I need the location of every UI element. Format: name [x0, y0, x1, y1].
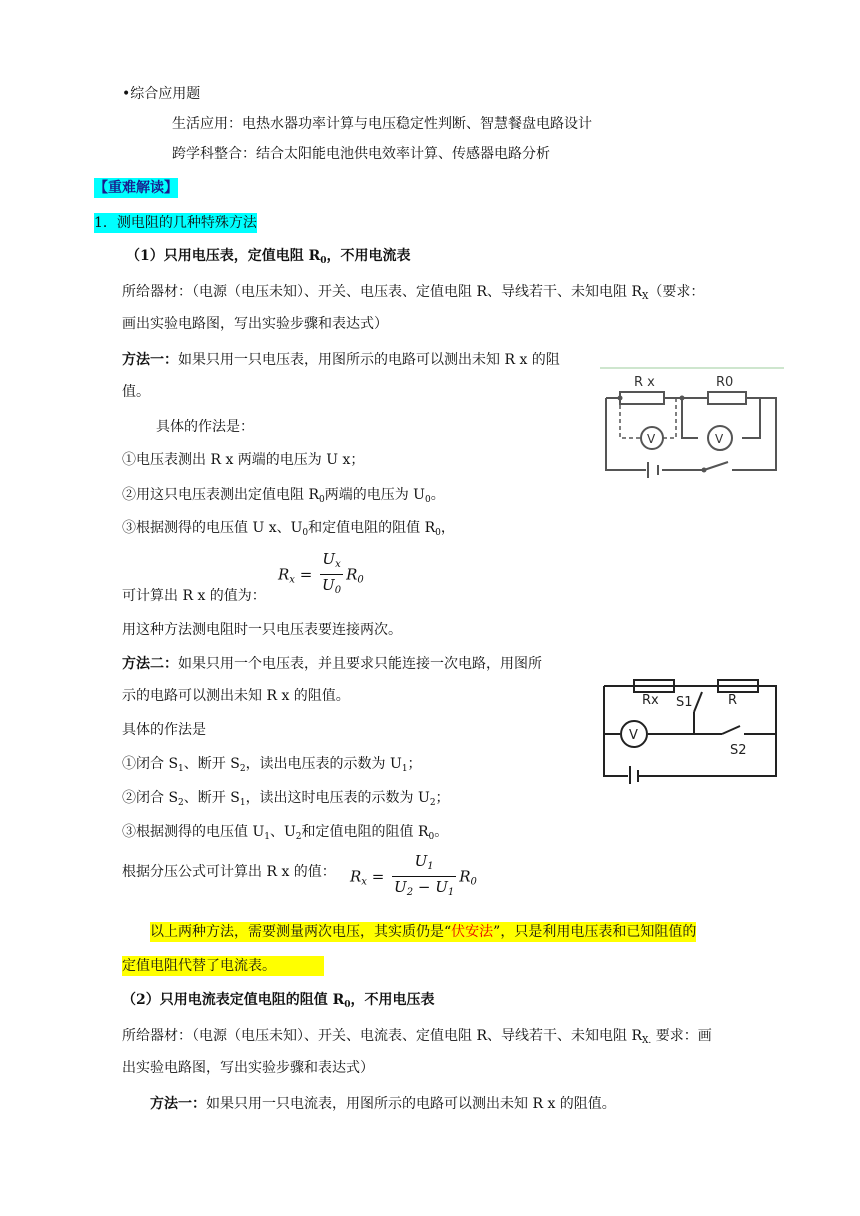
key-section-heading: 【重难解读】: [94, 180, 178, 196]
label-rx2: Rx: [642, 693, 659, 708]
label-s1: S1: [676, 695, 693, 710]
label-rx: R x: [634, 375, 655, 390]
voltmeter-label: V: [715, 432, 724, 446]
voltmeter2-label: V: [629, 728, 638, 743]
part1-method2-how: 具体的作法是: [122, 722, 206, 738]
part1-m2-step2: ②闭合 $S_2$、断开 $S_1$，读出这时电压表的示数为 $U_2$；: [122, 790, 450, 808]
part1-equipment: 所给器材：（电源（电压未知）、开关、电压表、定值电阻 R、导线若干、未知电阻 $R_X$（要求：: [122, 284, 705, 302]
label-r0: R0: [716, 375, 734, 390]
part1-calc-label: 可计算出 R x 的值为：: [122, 588, 266, 604]
circuit-diagram-1: [600, 366, 784, 478]
summary-line1: 以上两种方法，需要测量两次电压，其实质仍是“伏安法”，只是利用电压表和已知阻值的: [150, 924, 697, 940]
topic-heading: 1．测电阻的几种特殊方法: [94, 215, 257, 231]
part2-equipment-line2: 出实验电路图，写出实验步骤和表达式）: [122, 1060, 374, 1076]
part1-step1: ①电压表测出 R x 两端的电压为 U x；: [122, 452, 365, 468]
part1-title: （1）只用电压表，定值电阻 $R_0$，不用电流表: [126, 248, 411, 266]
cross-discipline-line: 跨学科整合：结合太阳能电池供电效率计算、传感器电路分析: [172, 146, 550, 162]
formula-rx-voltage-ratio: $R_x$ = $\frac{U_x}{U_0}$ $R_0$: [278, 550, 364, 596]
part1-step2: ②用这只电压表测出定值电阻 $R_0$两端的电压为 $U_0$。: [122, 487, 445, 505]
summary-line2: 定值电阻代替了电流表。: [122, 956, 324, 976]
label-r: R: [728, 693, 738, 708]
bullet-title: •综合应用题: [122, 86, 201, 102]
part1-method2: 方法二：如果只用一个电压表，并且要求只能连接一次电路，用图所: [122, 656, 542, 672]
part1-method2-line2: 示的电路可以测出未知 R x 的阻值。: [122, 688, 350, 704]
part1-method1-how: 具体的作法是：: [156, 419, 254, 435]
part1-m2-calc-label: 根据分压公式可计算出 R x 的值：: [122, 864, 336, 880]
part1-m2-step3: ③根据测得的电压值 $U_1$、$U_2$和定值电阻的阻值 $R_0$。: [122, 824, 449, 842]
life-application-line: 生活应用：电热水器功率计算与电压稳定性判断、智慧餐盘电路设计: [172, 116, 592, 132]
part1-equipment-line2: 画出实验电路图，写出实验步骤和表达式）: [122, 316, 388, 332]
part2-equipment: 所给器材：（电源（电压未知）、开关、电流表、定值电阻 R、导线若干、未知电阻 $R_{X.}$ 要求：画: [122, 1028, 712, 1046]
part2-method1: 方法一：如果只用一只电流表，用图所示的电路可以测出未知 R x 的阻值。: [150, 1096, 616, 1112]
circuit-diagram-2: [600, 676, 780, 784]
label-s2: S2: [730, 743, 747, 758]
part1-method1-line2: 值。: [122, 384, 150, 400]
part1-step3: ③根据测得的电压值 U x、$U_0$和定值电阻的阻值 $R_0$，: [122, 520, 455, 538]
formula-rx-divider: $R_x$ = $\frac{U_1}{U_2 - U_1}$ $R_0$: [350, 852, 477, 898]
part2-title: （2）只用电流表定值电阻的阻值 $R_0$，不用电压表: [122, 992, 435, 1010]
part1-m2-step1: ①闭合 $S_1$、断开 $S_2$，读出电压表的示数为 $U_1$；: [122, 756, 422, 774]
voltmeter-dashed-label: V: [647, 432, 656, 446]
part1-method1: 方法一：如果只用一只电压表，用图所示的电路可以测出未知 R x 的阻: [122, 352, 560, 368]
part1-note: 用这种方法测电阻时一只电压表要连接两次。: [122, 622, 402, 638]
